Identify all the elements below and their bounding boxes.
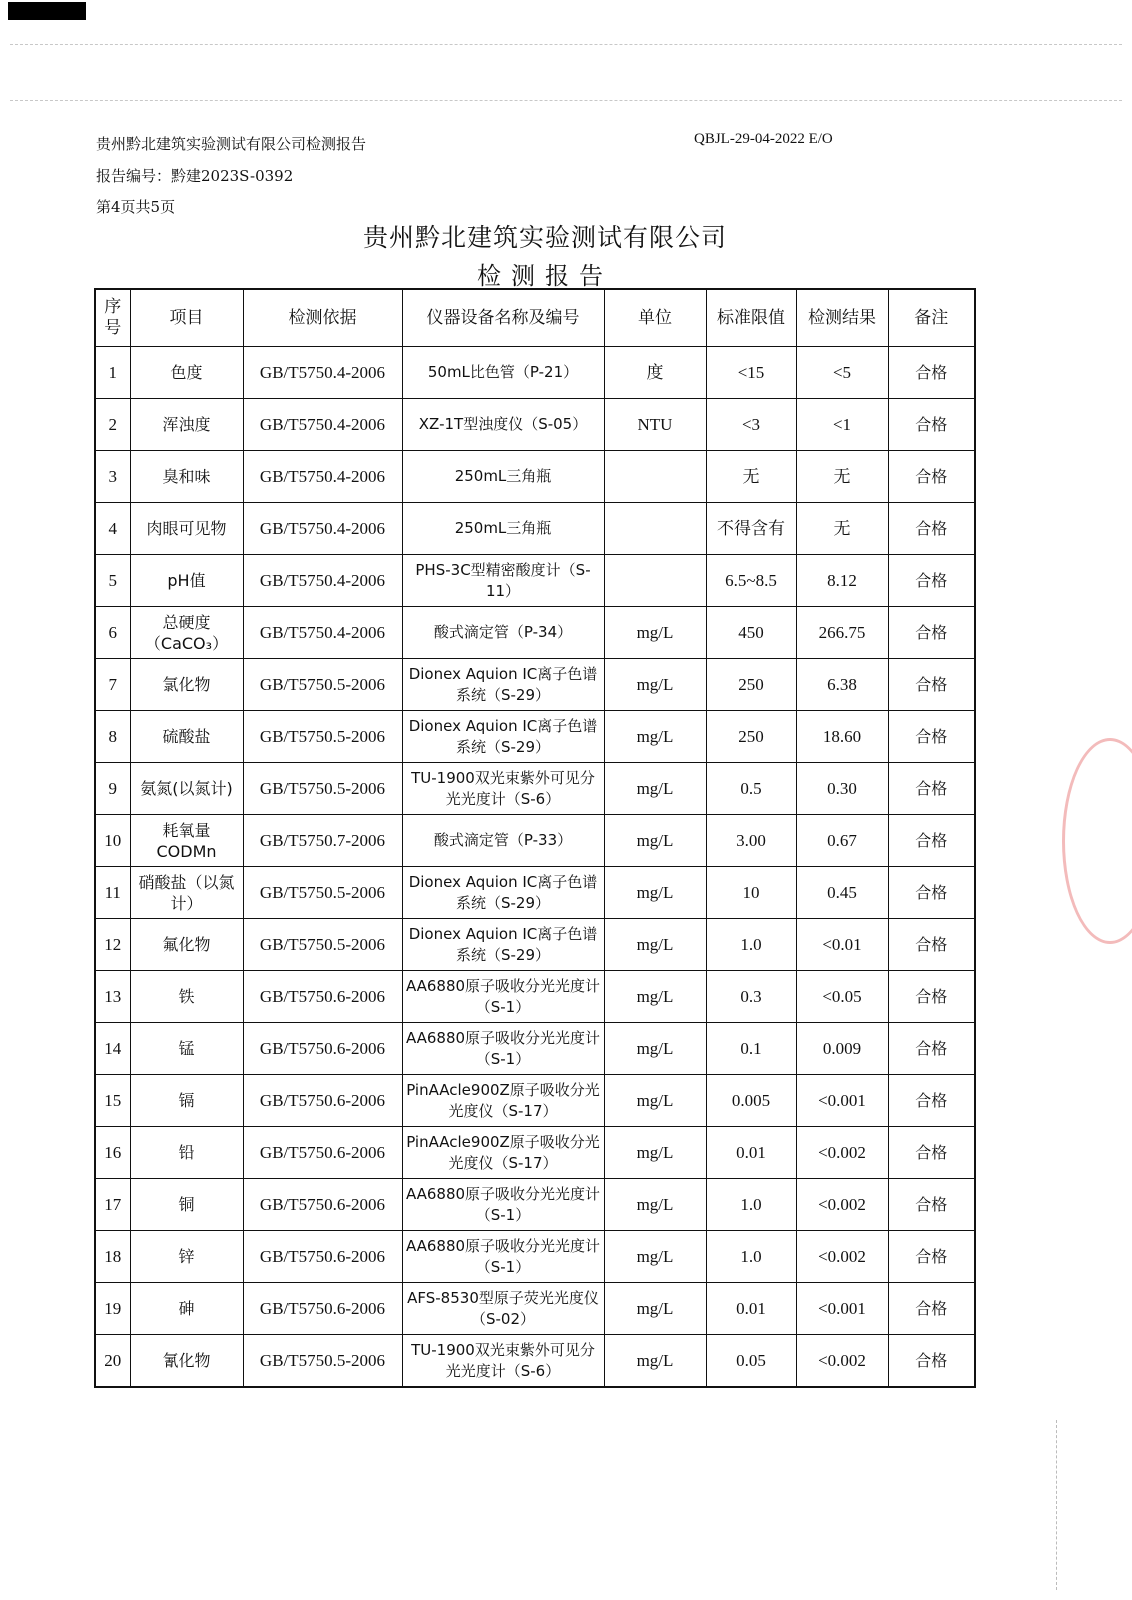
table-row	[95, 659, 975, 711]
cell-no: 20	[95, 1335, 130, 1388]
cell-item: 色度	[130, 347, 243, 399]
cell-basis: GB/T5750.5-2006	[243, 711, 402, 763]
cell-limit: 1.0	[706, 919, 796, 971]
cell-basis: GB/T5750.6-2006	[243, 1127, 402, 1179]
cell-no: 9	[95, 763, 130, 815]
cell-remark: 合格	[888, 971, 975, 1023]
table-row	[95, 919, 975, 971]
cell-remark: 合格	[888, 555, 975, 607]
cell-no: 17	[95, 1179, 130, 1231]
cell-limit: 不得含有	[706, 503, 796, 555]
cell-limit: 3.00	[706, 815, 796, 867]
scan-artifact-line	[10, 44, 1122, 45]
cell-unit: mg/L	[604, 919, 706, 971]
cell-remark: 合格	[888, 867, 975, 919]
cell-item: 总硬度（CaCO₃）	[130, 607, 243, 659]
cell-result: 18.60	[796, 711, 888, 763]
cell-no: 13	[95, 971, 130, 1023]
cell-no: 3	[95, 451, 130, 503]
cell-basis: GB/T5750.5-2006	[243, 659, 402, 711]
cell-equipment: PinAAcle900Z原子吸收分光光度仪（S-17）	[402, 1075, 604, 1127]
cell-item: 镉	[130, 1075, 243, 1127]
cell-basis: GB/T5750.6-2006	[243, 1179, 402, 1231]
header-cell-no: 序号	[95, 289, 130, 347]
cell-unit: mg/L	[604, 711, 706, 763]
cell-remark: 合格	[888, 1231, 975, 1283]
cell-remark: 合格	[888, 919, 975, 971]
cell-result: 0.45	[796, 867, 888, 919]
cell-equipment: 酸式滴定管（P-33）	[402, 815, 604, 867]
cell-basis: GB/T5750.4-2006	[243, 451, 402, 503]
cell-basis: GB/T5750.5-2006	[243, 1335, 402, 1388]
cell-result: <0.002	[796, 1231, 888, 1283]
cell-unit: mg/L	[604, 763, 706, 815]
cell-result: <0.001	[796, 1283, 888, 1335]
cell-no: 5	[95, 555, 130, 607]
cell-equipment: Dionex Aquion IC离子色谱系统（S-29）	[402, 867, 604, 919]
cell-basis: GB/T5750.6-2006	[243, 971, 402, 1023]
cell-basis: GB/T5750.5-2006	[243, 919, 402, 971]
red-seal-stamp	[1062, 738, 1132, 944]
cell-limit: 250	[706, 659, 796, 711]
cell-basis: GB/T5750.6-2006	[243, 1231, 402, 1283]
cell-remark: 合格	[888, 451, 975, 503]
cell-item: 肉眼可见物	[130, 503, 243, 555]
cell-basis: GB/T5750.6-2006	[243, 1023, 402, 1075]
cell-limit: <15	[706, 347, 796, 399]
cell-item: 砷	[130, 1283, 243, 1335]
table-row	[95, 815, 975, 867]
cell-unit: mg/L	[604, 1179, 706, 1231]
cell-equipment: 酸式滴定管（P-34）	[402, 607, 604, 659]
table-row	[95, 1075, 975, 1127]
company-title: 贵州黔北建筑实验测试有限公司	[362, 223, 727, 252]
table-row	[95, 1127, 975, 1179]
cell-result: <5	[796, 347, 888, 399]
cell-unit	[604, 451, 706, 503]
cell-remark: 合格	[888, 503, 975, 555]
cell-no: 14	[95, 1023, 130, 1075]
cell-basis: GB/T5750.4-2006	[243, 555, 402, 607]
header-cell-item: 项目	[130, 289, 243, 347]
table-row	[95, 555, 975, 607]
cell-remark: 合格	[888, 1179, 975, 1231]
cell-basis: GB/T5750.4-2006	[243, 607, 402, 659]
cell-limit: 450	[706, 607, 796, 659]
table-row	[95, 607, 975, 659]
cell-unit: mg/L	[604, 815, 706, 867]
cell-limit: 250	[706, 711, 796, 763]
cell-equipment: TU-1900双光束紫外可见分光光度计（S-6）	[402, 1335, 604, 1388]
cell-equipment: 250mL三角瓶	[402, 451, 604, 503]
cell-no: 8	[95, 711, 130, 763]
header-cell-remark: 备注	[888, 289, 975, 347]
cell-unit: mg/L	[604, 867, 706, 919]
header-document-code: QBJL-29-04-2022 E/O	[694, 131, 833, 147]
cell-no: 7	[95, 659, 130, 711]
cell-remark: 合格	[888, 711, 975, 763]
scan-artifact-line	[1056, 1420, 1057, 1590]
cell-item: 氟化物	[130, 919, 243, 971]
cell-equipment: 250mL三角瓶	[402, 503, 604, 555]
table-row	[95, 763, 975, 815]
cell-limit: 无	[706, 451, 796, 503]
cell-no: 12	[95, 919, 130, 971]
cell-remark: 合格	[888, 815, 975, 867]
cell-basis: GB/T5750.5-2006	[243, 867, 402, 919]
cell-equipment: PHS-3C型精密酸度计（S-11）	[402, 555, 604, 607]
cell-result: 266.75	[796, 607, 888, 659]
cell-result: 无	[796, 503, 888, 555]
cell-equipment: AFS-8530型原子荧光光度仪（S-02）	[402, 1283, 604, 1335]
header-cell-unit: 单位	[604, 289, 706, 347]
cell-remark: 合格	[888, 607, 975, 659]
cell-remark: 合格	[888, 1283, 975, 1335]
cell-basis: GB/T5750.7-2006	[243, 815, 402, 867]
cell-no: 16	[95, 1127, 130, 1179]
cell-result: <0.001	[796, 1075, 888, 1127]
header-cell-result: 检测结果	[796, 289, 888, 347]
scan-artifact-line	[10, 100, 1122, 101]
cell-equipment: AA6880原子吸收分光光度计（S-1）	[402, 971, 604, 1023]
redaction-bar	[8, 2, 86, 20]
cell-equipment: Dionex Aquion IC离子色谱系统（S-29）	[402, 711, 604, 763]
table-row	[95, 347, 975, 399]
cell-remark: 合格	[888, 1075, 975, 1127]
cell-no: 2	[95, 399, 130, 451]
cell-item: 锰	[130, 1023, 243, 1075]
table-row	[95, 1179, 975, 1231]
table-row	[95, 867, 975, 919]
cell-limit: 0.01	[706, 1127, 796, 1179]
cell-basis: GB/T5750.4-2006	[243, 347, 402, 399]
cell-result: <0.002	[796, 1335, 888, 1388]
cell-result: <0.002	[796, 1179, 888, 1231]
cell-result: <0.002	[796, 1127, 888, 1179]
cell-no: 4	[95, 503, 130, 555]
cell-unit: mg/L	[604, 1127, 706, 1179]
table-row	[95, 971, 975, 1023]
cell-equipment: XZ-1T型浊度仪（S-05）	[402, 399, 604, 451]
cell-basis: GB/T5750.5-2006	[243, 763, 402, 815]
cell-equipment: AA6880原子吸收分光光度计（S-1）	[402, 1179, 604, 1231]
cell-limit: 1.0	[706, 1179, 796, 1231]
cell-item: 耗氧量CODMn	[130, 815, 243, 867]
cell-equipment: AA6880原子吸收分光光度计（S-1）	[402, 1231, 604, 1283]
table-row	[95, 399, 975, 451]
cell-limit: 6.5~8.5	[706, 555, 796, 607]
cell-unit	[604, 555, 706, 607]
cell-no: 6	[95, 607, 130, 659]
cell-equipment: TU-1900双光束紫外可见分光光度计（S-6）	[402, 763, 604, 815]
cell-unit: 度	[604, 347, 706, 399]
table-row	[95, 503, 975, 555]
cell-equipment: 50mL比色管（P-21）	[402, 347, 604, 399]
cell-remark: 合格	[888, 659, 975, 711]
cell-limit: 0.5	[706, 763, 796, 815]
cell-remark: 合格	[888, 399, 975, 451]
cell-no: 10	[95, 815, 130, 867]
cell-unit: mg/L	[604, 607, 706, 659]
cell-item: 锌	[130, 1231, 243, 1283]
cell-item: 铁	[130, 971, 243, 1023]
cell-limit: 0.05	[706, 1335, 796, 1388]
cell-limit: 0.005	[706, 1075, 796, 1127]
table-row	[95, 711, 975, 763]
cell-unit: NTU	[604, 399, 706, 451]
cell-remark: 合格	[888, 1023, 975, 1075]
cell-basis: GB/T5750.6-2006	[243, 1283, 402, 1335]
cell-item: 硝酸盐（以氮计）	[130, 867, 243, 919]
cell-result: 6.38	[796, 659, 888, 711]
cell-unit: mg/L	[604, 971, 706, 1023]
cell-item: 铜	[130, 1179, 243, 1231]
cell-no: 15	[95, 1075, 130, 1127]
cell-equipment: PinAAcle900Z原子吸收分光光度仪（S-17）	[402, 1127, 604, 1179]
cell-item: 氰化物	[130, 1335, 243, 1388]
cell-result: 0.009	[796, 1023, 888, 1075]
cell-result: <0.05	[796, 971, 888, 1023]
header-cell-basis: 检测依据	[243, 289, 402, 347]
cell-basis: GB/T5750.4-2006	[243, 399, 402, 451]
cell-unit: mg/L	[604, 1335, 706, 1388]
cell-item: 硫酸盐	[130, 711, 243, 763]
table-row	[95, 1335, 975, 1388]
cell-no: 1	[95, 347, 130, 399]
header-page-info: 第4页共5页	[96, 198, 176, 216]
test-results-table	[94, 288, 976, 1388]
cell-limit: 0.3	[706, 971, 796, 1023]
cell-equipment: Dionex Aquion IC离子色谱系统（S-29）	[402, 919, 604, 971]
cell-unit: mg/L	[604, 659, 706, 711]
cell-remark: 合格	[888, 1127, 975, 1179]
table-row	[95, 1023, 975, 1075]
cell-limit: 10	[706, 867, 796, 919]
table-body	[95, 347, 975, 1388]
cell-limit: <3	[706, 399, 796, 451]
cell-result: <0.01	[796, 919, 888, 971]
cell-item: 氨氮(以氮计)	[130, 763, 243, 815]
cell-no: 11	[95, 867, 130, 919]
cell-basis: GB/T5750.6-2006	[243, 1075, 402, 1127]
table-row	[95, 451, 975, 503]
cell-basis: GB/T5750.4-2006	[243, 503, 402, 555]
cell-unit: mg/L	[604, 1231, 706, 1283]
cell-result: 8.12	[796, 555, 888, 607]
cell-unit: mg/L	[604, 1075, 706, 1127]
cell-no: 18	[95, 1231, 130, 1283]
cell-result: 0.67	[796, 815, 888, 867]
cell-result: <1	[796, 399, 888, 451]
cell-remark: 合格	[888, 763, 975, 815]
header-cell-equipment: 仪器设备名称及编号	[402, 289, 604, 347]
cell-result: 0.30	[796, 763, 888, 815]
cell-unit	[604, 503, 706, 555]
table-header-row	[95, 289, 975, 347]
report-title: 检测报告	[477, 262, 613, 290]
cell-remark: 合格	[888, 1335, 975, 1388]
cell-unit: mg/L	[604, 1023, 706, 1075]
cell-item: 铅	[130, 1127, 243, 1179]
cell-result: 无	[796, 451, 888, 503]
cell-limit: 0.01	[706, 1283, 796, 1335]
cell-equipment: Dionex Aquion IC离子色谱系统（S-29）	[402, 659, 604, 711]
cell-no: 19	[95, 1283, 130, 1335]
cell-item: 浑浊度	[130, 399, 243, 451]
cell-remark: 合格	[888, 347, 975, 399]
table-row	[95, 1231, 975, 1283]
cell-unit: mg/L	[604, 1283, 706, 1335]
header-cell-limit: 标准限值	[706, 289, 796, 347]
cell-equipment: AA6880原子吸收分光光度计（S-1）	[402, 1023, 604, 1075]
cell-item: 氯化物	[130, 659, 243, 711]
header-report-number: 报告编号：黔建2023S-0392	[96, 167, 294, 185]
table-row	[95, 1283, 975, 1335]
cell-item: 臭和味	[130, 451, 243, 503]
header-company-report: 贵州黔北建筑实验测试有限公司检测报告	[96, 135, 367, 153]
cell-limit: 1.0	[706, 1231, 796, 1283]
cell-limit: 0.1	[706, 1023, 796, 1075]
cell-item: pH值	[130, 555, 243, 607]
